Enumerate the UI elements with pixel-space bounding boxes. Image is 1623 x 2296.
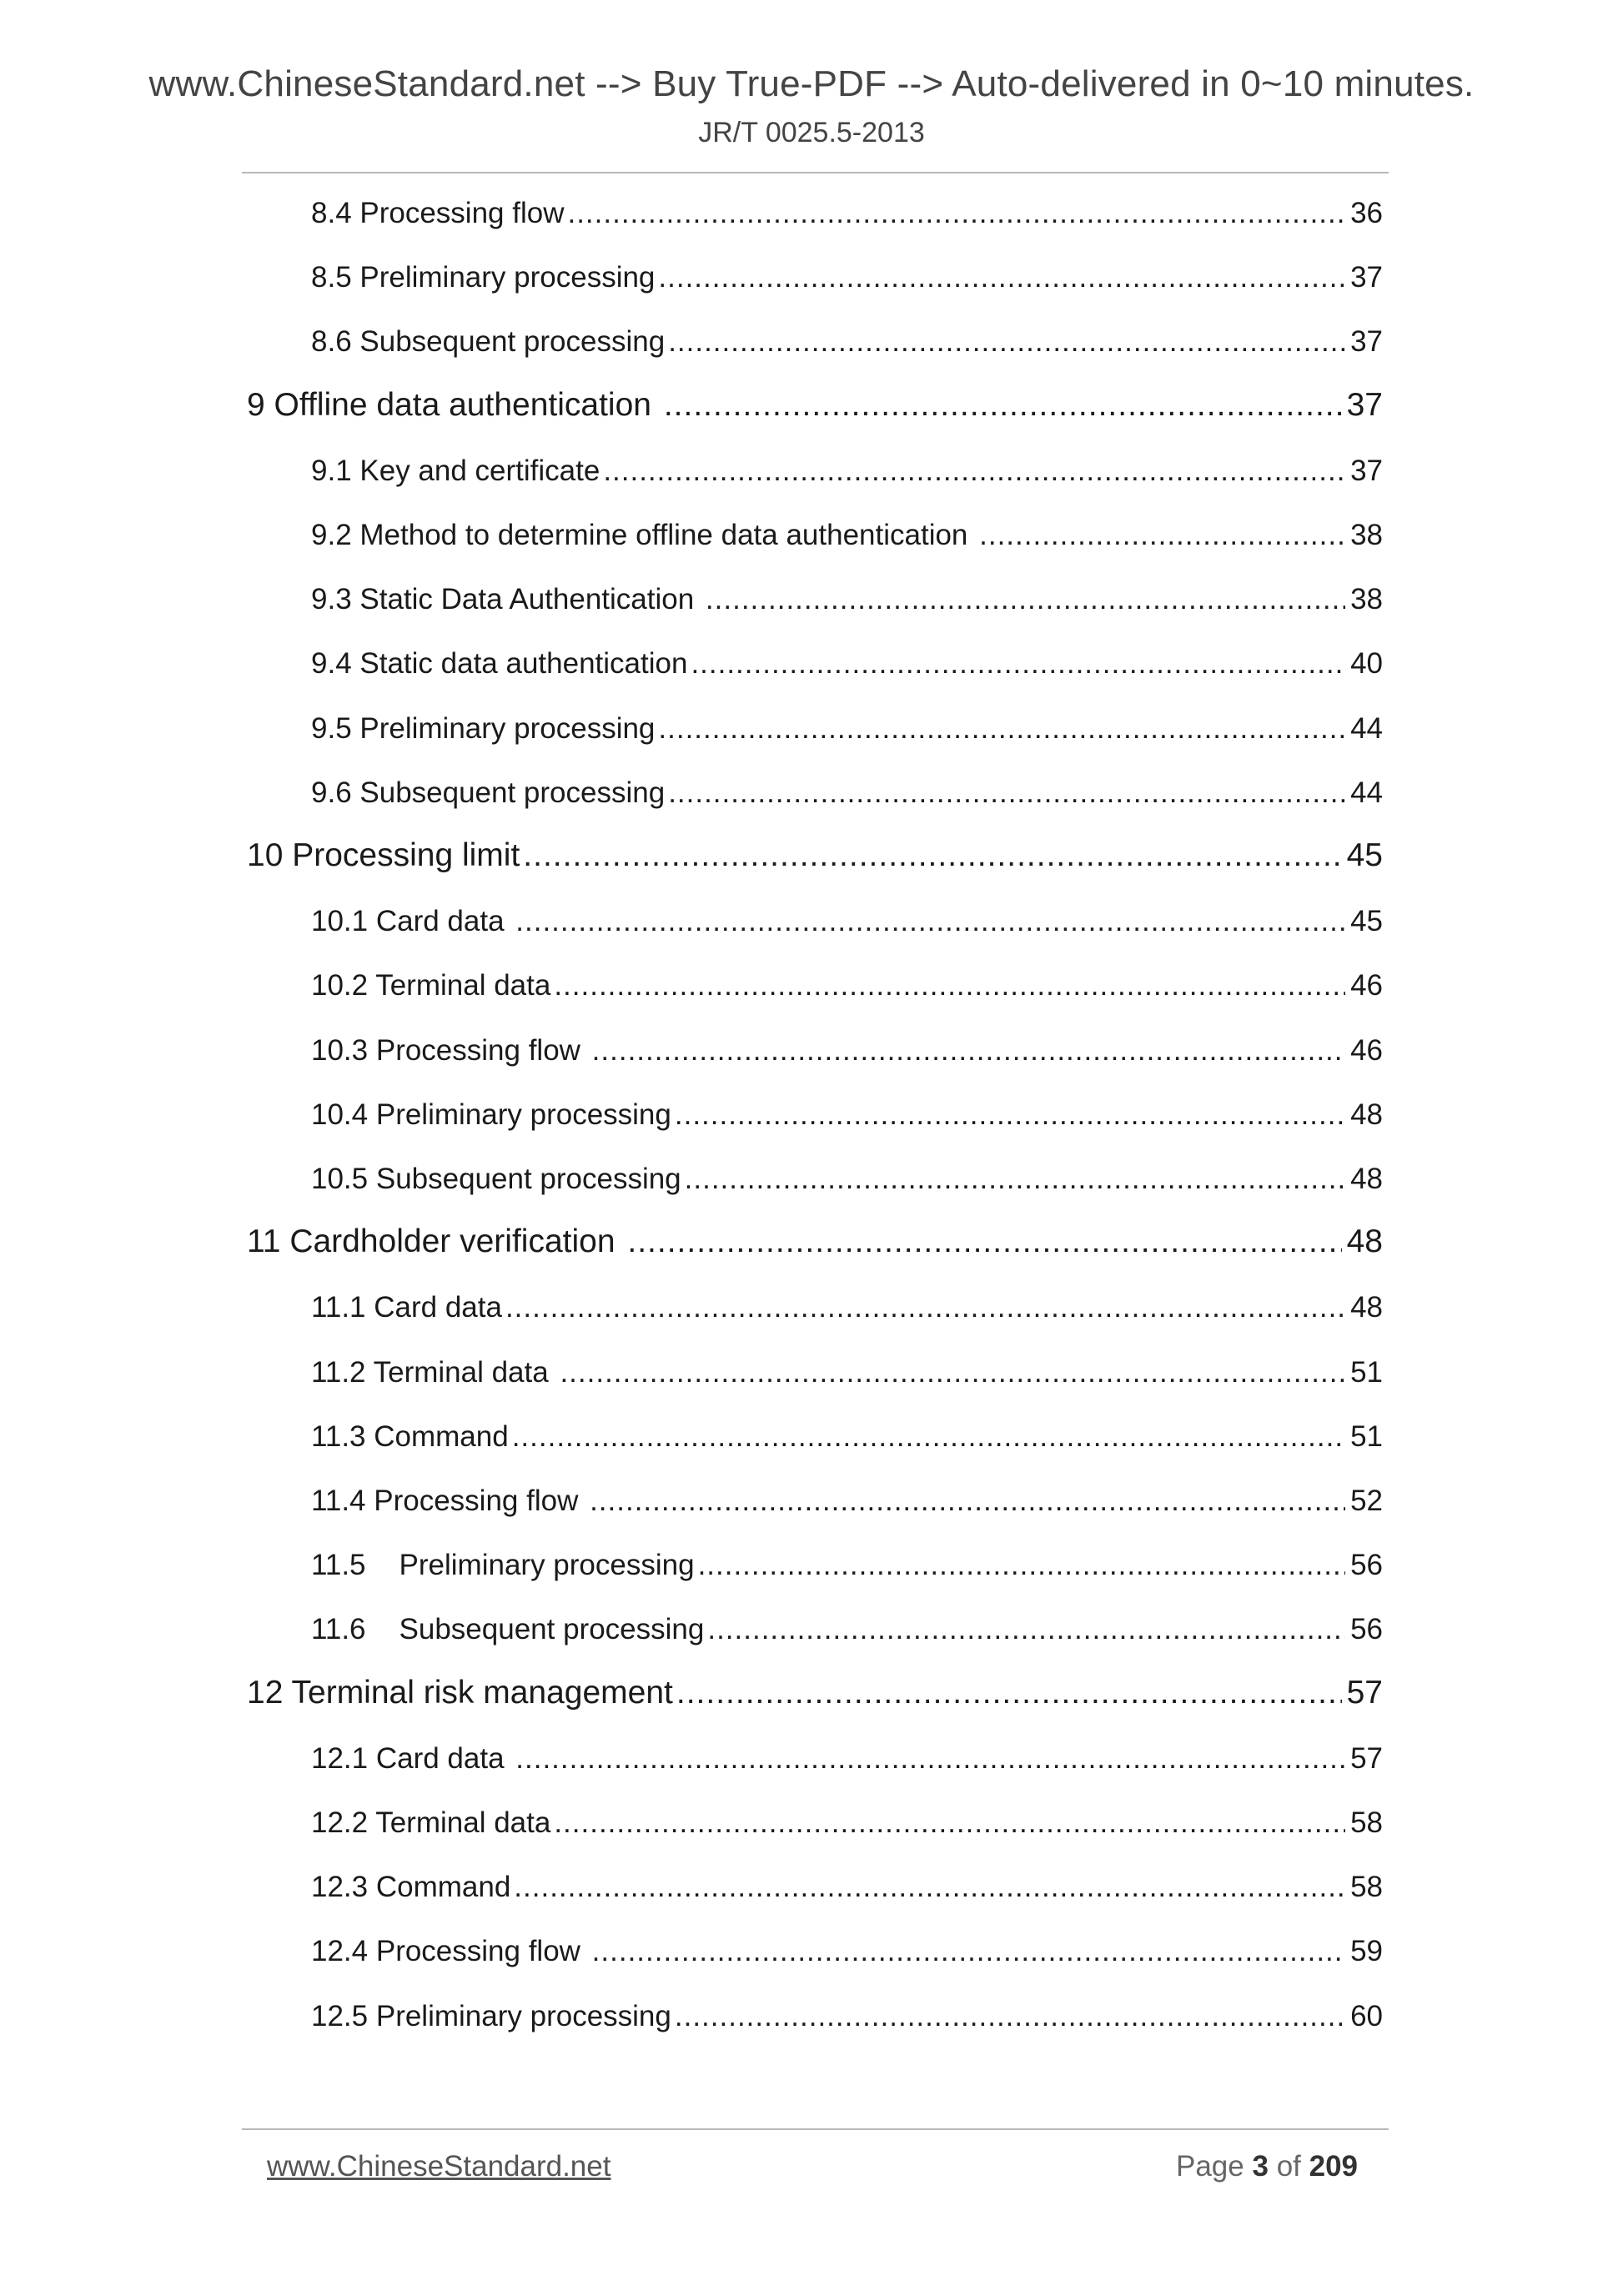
toc-entry-page: 37 <box>1350 325 1383 359</box>
standard-id: JR/T 0025.5-2013 <box>698 117 925 148</box>
toc-entry-title <box>311 1034 589 1068</box>
page-total: 209 <box>1309 2150 1359 2183</box>
toc-dot-leader <box>675 2000 1345 2033</box>
toc-section-entry[interactable] <box>311 2000 1383 2038</box>
toc-entry-page: 48 <box>1350 1291 1383 1324</box>
toc-entry-page: 38 <box>1350 583 1383 616</box>
toc-entry-title <box>311 583 702 616</box>
toc-dot-leader <box>698 1549 1346 1582</box>
toc-section-entry[interactable] <box>311 1806 1383 1845</box>
toc-entry-text: 9 Offline data authentication <box>247 386 661 423</box>
toc-entry-text: 9.2 Method to determine offline data authentication <box>311 519 977 551</box>
toc-entry-page: 46 <box>1350 969 1383 1002</box>
toc-entry-page: 46 <box>1350 1033 1383 1067</box>
toc-entry-page: 45 <box>1346 837 1383 873</box>
page-of: of <box>1276 2150 1301 2183</box>
toc-dot-leader <box>664 387 1342 424</box>
toc-section-entry[interactable] <box>311 1613 1383 1651</box>
toc-section-entry[interactable] <box>311 325 1383 364</box>
toc-entry-page: 59 <box>1350 1935 1383 1968</box>
toc-dot-leader <box>515 1742 1345 1776</box>
toc-dot-leader <box>706 583 1345 616</box>
toc-entry-text: 11.3 Command <box>311 1419 509 1453</box>
toc-entry-page: 58 <box>1350 1871 1383 1904</box>
toc-entry-title <box>311 1291 502 1324</box>
toc-entry-title <box>311 1806 550 1840</box>
toc-entry-text: 8.6 Subsequent processing <box>311 325 666 359</box>
toc-entry-text: 9.5 Preliminary processing <box>311 711 656 745</box>
toc-dot-leader <box>515 905 1345 938</box>
toc-entry-text: 11 Cardholder verification <box>247 1223 625 1260</box>
footer-divider <box>242 2128 1389 2130</box>
toc-entry-title <box>311 519 976 552</box>
toc-dot-leader <box>658 261 1345 294</box>
page-word: Page <box>1176 2150 1244 2183</box>
toc-dot-leader <box>592 1935 1345 1968</box>
toc-section-entry[interactable] <box>311 1549 1383 1587</box>
page-indicator <box>1176 2150 1358 2183</box>
toc-entry-page: 36 <box>1350 197 1383 229</box>
toc-entry-page: 38 <box>1350 519 1383 551</box>
toc-entry-title <box>311 1742 512 1776</box>
toc-entry-page: 57 <box>1350 1741 1383 1775</box>
toc-entry-text: 10.2 Terminal data <box>311 969 551 1002</box>
toc-entry-text: 11.2 Terminal data <box>311 1355 557 1389</box>
toc-entry-page: 56 <box>1350 1613 1383 1646</box>
toc-section-entry[interactable] <box>311 776 1383 815</box>
toc-dot-leader <box>658 712 1345 746</box>
toc-entry-title <box>311 1613 704 1646</box>
toc-section-entry[interactable] <box>311 1485 1383 1523</box>
toc-dot-leader <box>707 1613 1345 1646</box>
toc-entry-text: 8.5 Preliminary processing <box>311 261 656 294</box>
toc-entry-text: Subsequent processing <box>399 1613 705 1646</box>
toc-entry-page: 44 <box>1350 776 1383 809</box>
toc-chapter-entry[interactable] <box>247 1223 1383 1267</box>
toc-dot-leader <box>691 647 1345 681</box>
toc-chapter-entry[interactable] <box>247 387 1383 430</box>
toc-entry-page: 48 <box>1350 1163 1383 1195</box>
toc-dot-leader <box>685 1163 1345 1196</box>
toc-entry-page: 51 <box>1350 1355 1383 1389</box>
toc-entry-title <box>311 1163 681 1196</box>
toc-entry-title <box>311 197 564 230</box>
toc-dot-leader <box>514 1871 1345 1904</box>
toc-section-entry[interactable] <box>311 1420 1383 1459</box>
toc-entry-title <box>311 455 600 488</box>
toc-dot-leader <box>627 1223 1341 1260</box>
toc-section-entry[interactable] <box>311 905 1383 943</box>
toc-dot-leader <box>523 837 1341 874</box>
toc-entry-title <box>247 1223 624 1260</box>
toc-chapter-entry[interactable] <box>247 837 1383 881</box>
toc-section-entry[interactable] <box>311 455 1383 493</box>
toc-entry-text: 12.1 Card data <box>311 1741 513 1775</box>
toc-section-entry[interactable] <box>311 1291 1383 1329</box>
toc-entry-title <box>311 325 665 359</box>
toc-entry-title <box>311 905 512 938</box>
toc-entry-title <box>311 1871 510 1904</box>
toc-entry-page: 37 <box>1350 261 1383 294</box>
toc-entry-text: 10.5 Subsequent processing <box>311 1163 681 1195</box>
toc-dot-leader <box>668 325 1345 359</box>
toc-entry-text: 8.4 Processing flow <box>311 197 565 229</box>
toc-entry-page: 40 <box>1350 647 1383 681</box>
toc-entry-page: 45 <box>1350 905 1383 938</box>
toc-entry-page: 37 <box>1346 386 1383 423</box>
toc-entry-page: 52 <box>1350 1485 1383 1517</box>
toc-section-entry[interactable] <box>311 519 1383 557</box>
toc-entry-title <box>311 261 655 294</box>
footer-site-link[interactable]: www.ChineseStandard.net <box>267 2150 611 2183</box>
toc-entry-text: 11.4 Processing flow <box>311 1485 587 1517</box>
toc-chapter-entry[interactable] <box>247 1675 1383 1718</box>
toc-section-entry[interactable] <box>311 1935 1383 1973</box>
toc-entry-title <box>247 1675 673 1711</box>
toc-section-entry[interactable] <box>311 1034 1383 1073</box>
toc-section-entry[interactable] <box>311 197 1383 235</box>
page-current: 3 <box>1252 2150 1269 2183</box>
toc-entry-title <box>311 1549 695 1582</box>
toc-entry-page: 60 <box>1350 1999 1383 2032</box>
toc-dot-leader <box>505 1291 1345 1324</box>
header-divider <box>242 172 1389 173</box>
toc-entry-title <box>311 1485 586 1518</box>
toc-entry-page: 44 <box>1350 711 1383 745</box>
toc-entry-text: Preliminary processing <box>399 1549 695 1582</box>
toc-entry-text: 12 Terminal risk management <box>247 1674 673 1711</box>
toc-dot-leader <box>592 1034 1345 1068</box>
toc-section-entry[interactable] <box>311 261 1383 299</box>
toc-dot-leader <box>512 1420 1345 1454</box>
toc-entry-title <box>311 1098 671 1132</box>
toc-section-entry[interactable] <box>311 712 1383 751</box>
toc-entry-page: 58 <box>1350 1806 1383 1839</box>
header-banner: www.ChineseStandard.net --> Buy True-PDF --> Auto-delivered in 0~10 minutes. <box>148 63 1475 104</box>
toc-section-entry[interactable] <box>311 969 1383 1007</box>
toc-entry-title <box>311 1356 556 1389</box>
toc-entry-number: 11.6 <box>311 1613 366 1646</box>
toc-entry-title <box>311 1420 509 1454</box>
toc-dot-leader <box>590 1485 1345 1518</box>
toc-entry-text: 10.4 Preliminary processing <box>311 1098 671 1131</box>
toc-dot-leader <box>979 519 1345 552</box>
toc-section-entry[interactable] <box>311 1356 1383 1394</box>
toc-dot-leader <box>603 455 1345 488</box>
toc-entry-text: 12.4 Processing flow <box>311 1935 589 1968</box>
toc-section-entry[interactable] <box>311 1871 1383 1909</box>
toc-entry-title <box>311 647 687 681</box>
toc-entry-title <box>311 776 665 810</box>
toc-entry-title <box>247 387 661 424</box>
toc-entry-page: 48 <box>1346 1223 1383 1260</box>
toc-section-entry[interactable] <box>311 583 1383 621</box>
toc-entry-text: 10.3 Processing flow <box>311 1033 589 1067</box>
toc-entry-title <box>311 1935 589 1968</box>
toc-entry-text: 12.3 Command <box>311 1871 511 1904</box>
toc-entry-text: 11.1 Card data <box>311 1291 502 1324</box>
toc-entry-text: 10.1 Card data <box>311 905 513 938</box>
toc-entry-text: 9.3 Static Data Authentication <box>311 583 702 616</box>
toc-section-entry[interactable] <box>311 1098 1383 1137</box>
toc-entry-text: 9.6 Subsequent processing <box>311 776 666 809</box>
toc-entry-text: 9.1 Key and certificate <box>311 454 600 487</box>
toc-entry-page: 56 <box>1350 1549 1383 1582</box>
toc-dot-leader <box>668 776 1345 810</box>
toc-entry-number: 11.5 <box>311 1549 366 1582</box>
toc-dot-leader <box>567 197 1345 230</box>
toc-dot-leader <box>676 1675 1342 1711</box>
toc-dot-leader <box>675 1098 1345 1132</box>
toc-section-entry[interactable] <box>311 1742 1383 1781</box>
toc-section-entry[interactable] <box>311 647 1383 686</box>
toc-entry-page: 48 <box>1350 1098 1383 1131</box>
toc-dot-leader <box>554 1806 1345 1840</box>
toc-entry-text: 10 Processing limit <box>247 837 520 873</box>
toc-entry-page: 37 <box>1350 454 1383 487</box>
toc-entry-title <box>311 2000 671 2033</box>
toc-entry-page: 57 <box>1346 1674 1383 1711</box>
toc-dot-leader <box>554 969 1345 1002</box>
toc-entry-text: 12.5 Preliminary processing <box>311 1999 671 2032</box>
toc-entry-text: 12.2 Terminal data <box>311 1806 551 1839</box>
toc-dot-leader <box>560 1356 1345 1389</box>
toc-entry-title <box>311 712 655 746</box>
toc-entry-text: 9.4 Static data authentication <box>311 647 688 681</box>
toc-entry-page: 51 <box>1350 1419 1383 1453</box>
toc-entry-title <box>247 837 520 874</box>
toc-entry-title <box>311 969 550 1002</box>
toc-section-entry[interactable] <box>311 1163 1383 1201</box>
